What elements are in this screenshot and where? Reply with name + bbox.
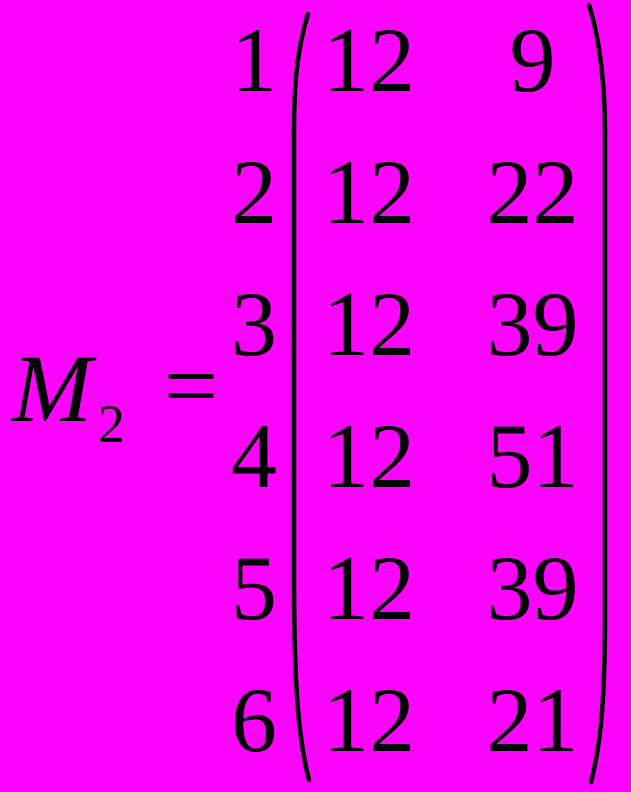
matrix-row-labels: [180, 0, 277, 786]
matrix-row-label: 5: [231, 537, 277, 639]
matrix-cell: 39: [486, 537, 579, 639]
matrix-cell: 22: [486, 141, 579, 243]
lhs-symbol: M: [12, 335, 92, 442]
matrix-cell: 12: [323, 273, 415, 375]
matrix-cell: 51: [486, 405, 579, 507]
matrix-cell: 12: [323, 141, 415, 243]
matrix-cell: 9: [509, 9, 556, 111]
left-parenthesis: [285, 8, 315, 786]
right-parenthesis: [585, 2, 621, 788]
matrix-cell: 12: [323, 405, 415, 507]
matrix-cell: 39: [486, 273, 579, 375]
matrix-row-label: 4: [231, 405, 277, 507]
equals-sign: =: [164, 332, 219, 439]
matrix-column-1: [323, 0, 415, 786]
matrix-cell: 21: [486, 669, 579, 771]
matrix-cell: 12: [323, 537, 415, 639]
matrix-cell: 12: [323, 9, 415, 111]
matrix-row-label: 3: [231, 273, 277, 375]
matrix-row-label: 6: [231, 669, 277, 771]
matrix-row-label: 1: [231, 9, 277, 111]
lhs-subscript: 2: [98, 394, 125, 454]
matrix-row-label: 2: [231, 141, 277, 243]
matrix-cell: 12: [323, 669, 415, 771]
